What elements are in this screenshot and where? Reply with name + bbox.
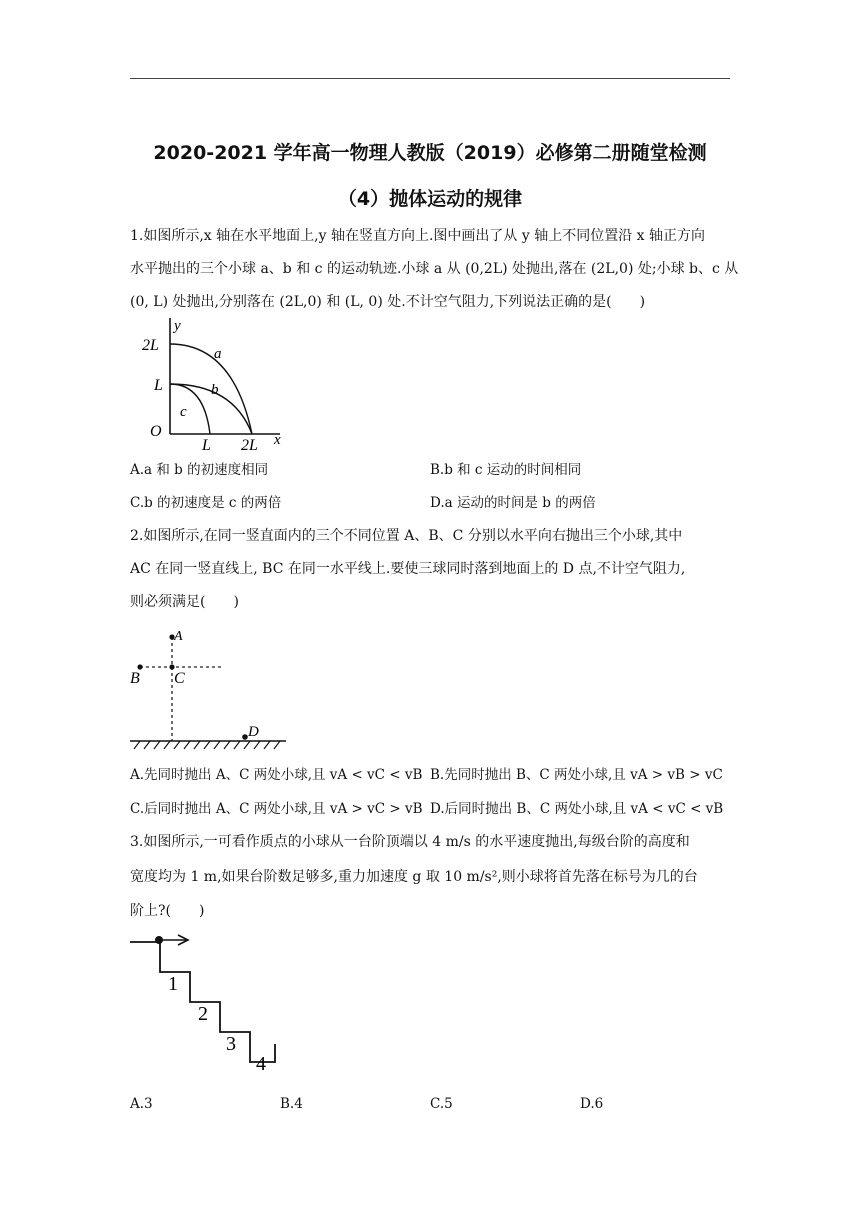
point-label-d: D [248, 724, 259, 740]
x-axis-label: x [274, 432, 281, 448]
q3-text-line1: 3.如图所示,一可看作质点的小球从一台阶顶端以 4 m/s 的水平速度抛出,每级台阶的高度和 [130, 834, 690, 850]
point-label-a: A [174, 629, 183, 644]
step-label-1: 1 [168, 973, 178, 995]
document-title-line1: 2020-2021 学年高一物理人教版（2019）必修第二册随堂检测 [153, 142, 707, 164]
point-label-b: B [130, 670, 140, 687]
q1-option-d[interactable]: D.a 运动的时间是 b 的两倍 [430, 495, 596, 511]
point-label-c: C [174, 670, 185, 687]
q1-text-line1: 1.如图所示,x 轴在水平地面上,y 轴在竖直方向上.图中画出了从 y 轴上不同位置沿 x 轴正方向 [130, 228, 706, 244]
y-tick-2L: 2L [142, 337, 159, 354]
curve-label-a: a [214, 346, 222, 362]
q1-text-line3: (0, L) 处抛出,分别落在 (2L,0) 和 (L, 0) 处.不计空气阻力,下列说法正确的是( ) [130, 294, 646, 310]
step-label-3: 3 [226, 1033, 236, 1055]
q2-positions-figure [128, 625, 288, 750]
q2-option-c[interactable]: C.后同时抛出 A、C 两处小球,且 vA > vC > vB [130, 801, 423, 817]
q3-staircase-figure [128, 932, 288, 1075]
y-tick-L: L [154, 377, 163, 394]
x-tick-L: L [202, 437, 211, 454]
origin-label: O [150, 423, 162, 440]
step-label-2: 2 [198, 1003, 208, 1025]
q3-option-a[interactable]: A.3 [130, 1096, 153, 1112]
q1-text-line2: 水平抛出的三个小球 a、b 和 c 的运动轨迹.小球 a 从 (0,2L) 处抛出,落在 (2L,0) 处;小球 b、c 从 [130, 261, 739, 277]
q3-option-d[interactable]: D.6 [580, 1096, 604, 1112]
q3-option-c[interactable]: C.5 [430, 1096, 453, 1112]
curve-label-b: b [211, 382, 219, 398]
q1-option-c[interactable]: C.b 的初速度是 c 的两倍 [130, 495, 282, 511]
x-tick-2L: 2L [241, 437, 258, 454]
q2-text-line1: 2.如图所示,在同一竖直面内的三个不同位置 A、B、C 分别以水平向右抛出三个小球,其中 [130, 528, 683, 544]
q1-option-b[interactable]: B.b 和 c 运动的时间相同 [430, 462, 582, 478]
document-title-line2: （4）抛体运动的规律 [337, 188, 523, 210]
q1-trajectory-figure [138, 316, 288, 454]
q2-text-line3: 则必须满足( ) [130, 594, 239, 610]
q2-option-b[interactable]: B.先同时抛出 B、C 两处小球,且 vA > vB > vC [430, 767, 723, 783]
q3-option-b[interactable]: B.4 [280, 1096, 303, 1112]
q2-option-a[interactable]: A.先同时抛出 A、C 两处小球,且 vA < vC < vB [130, 767, 423, 783]
curve-label-c: c [180, 404, 187, 420]
q2-option-d[interactable]: D.后同时抛出 B、C 两处小球,且 vA < vC < vB [430, 801, 724, 817]
q3-text-line2: 宽度均为 1 m,如果台阶数足够多,重力加速度 g 取 10 m/s²,则小球将首先落在标号为几的台 [130, 869, 698, 885]
q1-option-a[interactable]: A.a 和 b 的初速度相同 [130, 462, 269, 478]
header-rule [130, 78, 730, 79]
step-label-4: 4 [256, 1053, 266, 1075]
q2-text-line2: AC 在同一竖直线上, BC 在同一水平线上.要使三球同时落到地面上的 D 点,不计空气阻力, [130, 561, 686, 577]
q3-text-line3: 阶上?( ) [130, 903, 205, 919]
y-axis-label: y [174, 318, 181, 334]
